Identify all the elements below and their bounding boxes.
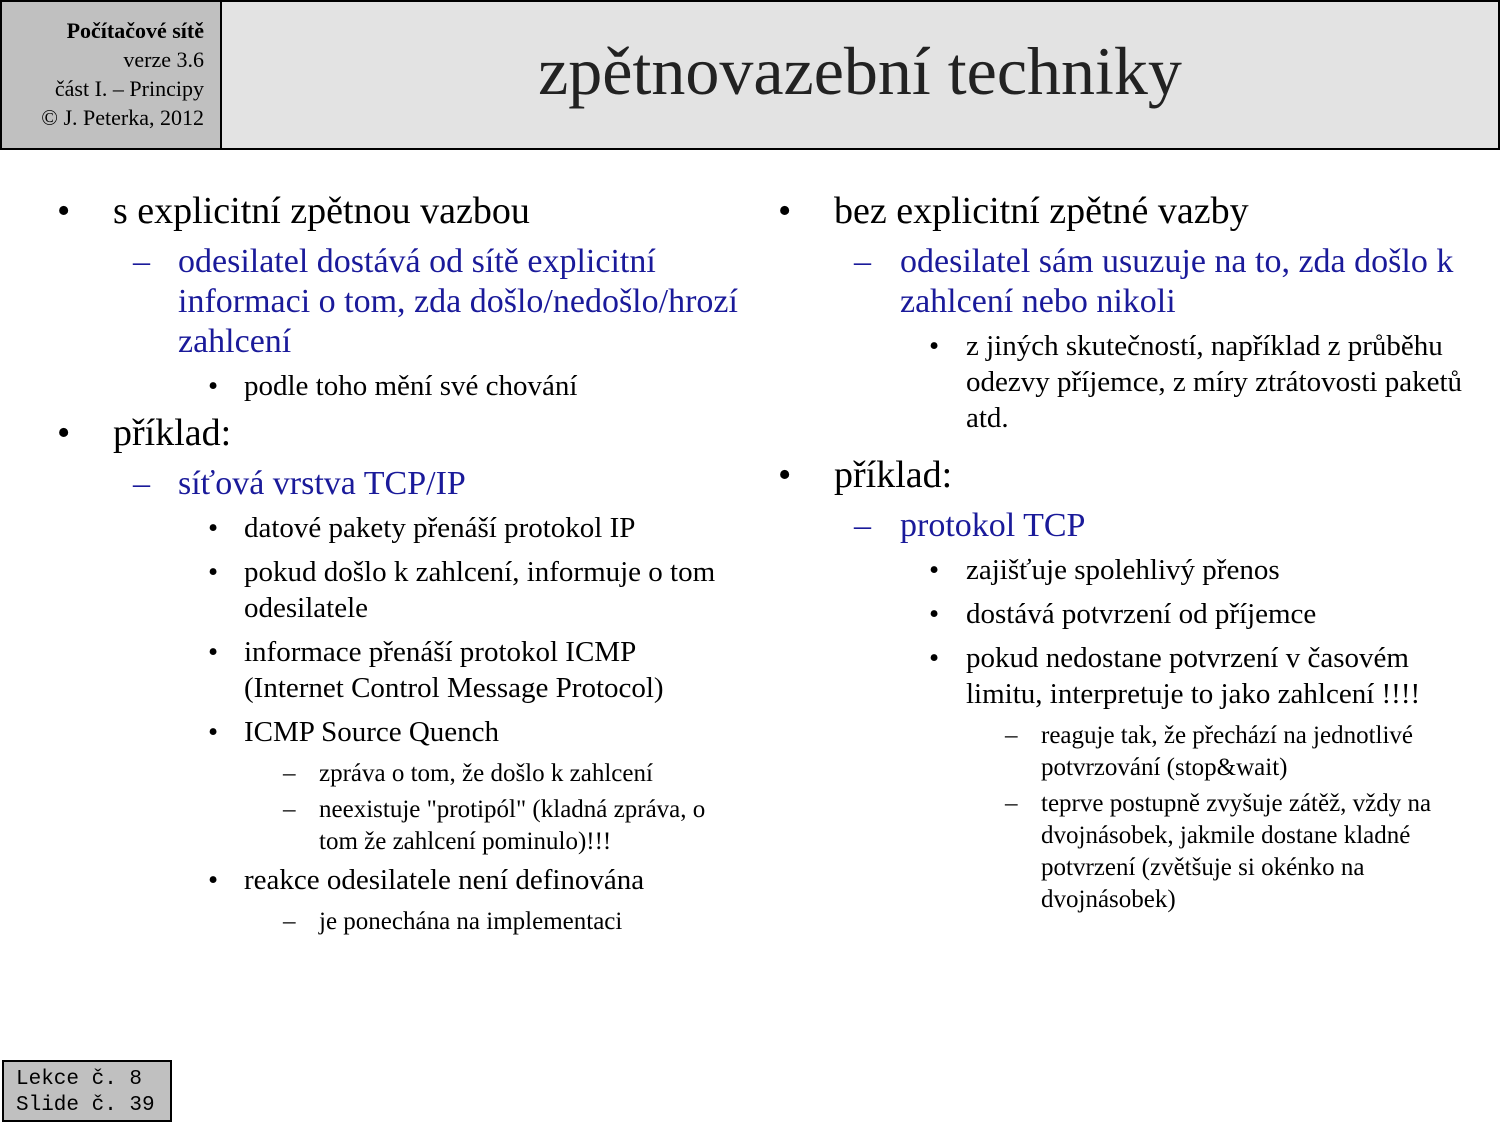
bullet-icon: • xyxy=(208,556,219,588)
lesson-number: Lekce č. 8 xyxy=(16,1068,143,1091)
dash-icon: – xyxy=(854,507,871,544)
item-text: zpráva o tom, že došlo k zahlcení xyxy=(319,760,653,787)
list-item xyxy=(0,862,740,898)
copyright-label: © J. Peterka, 2012 xyxy=(41,105,204,130)
bullet-icon: • xyxy=(57,190,71,232)
list-item xyxy=(722,788,1482,916)
bullet-icon: • xyxy=(778,454,792,496)
list-item xyxy=(0,510,740,546)
dash-icon: – xyxy=(133,465,150,502)
dash-icon: – xyxy=(283,760,296,787)
item-text: z jiných skutečností, například z průběhu odezvy příjemce, z míry ztrátovosti paketů atd. xyxy=(966,330,1463,434)
left-column xyxy=(0,190,740,942)
list-item xyxy=(722,506,1482,546)
slide-footer xyxy=(2,1060,172,1122)
item-text: informace přenáší protokol ICMP (Internet Control Message Protocol) xyxy=(244,636,664,704)
item-text: datové pakety přenáší protokol IP xyxy=(244,512,636,544)
list-item xyxy=(722,596,1482,632)
item-text: reakce odesilatele není definována xyxy=(244,864,645,896)
list-item xyxy=(722,552,1482,588)
list-item xyxy=(722,454,1482,496)
bullet-icon: • xyxy=(778,190,792,232)
list-item xyxy=(0,242,740,362)
list-item xyxy=(0,758,740,790)
list-item xyxy=(722,720,1482,784)
spacer xyxy=(722,444,1482,454)
list-item xyxy=(722,190,1482,232)
item-text: příklad: xyxy=(834,454,953,496)
page-title: zpětnovazební techniky xyxy=(538,32,1182,109)
item-text: reaguje tak, že přechází na jednotlivé potvrzování (stop&wait) xyxy=(1041,722,1414,781)
bullet-icon: • xyxy=(208,636,219,668)
bullet-icon: • xyxy=(57,412,71,454)
list-item xyxy=(722,242,1482,322)
title-bar xyxy=(220,0,1500,150)
item-text: podle toho mění své chování xyxy=(244,370,578,402)
item-text: odesilatel sám usuzuje na to, zda došlo k zahlcení nebo nikoli xyxy=(900,243,1454,320)
item-text: pokud nedostane potvrzení v časovém limitu, interpretuje to jako zahlcení !!!! xyxy=(966,642,1421,710)
dash-icon: – xyxy=(1005,790,1018,817)
list-item xyxy=(0,190,740,232)
course-info-box xyxy=(0,0,222,150)
item-text: síťová vrstva TCP/IP xyxy=(178,465,466,502)
dash-icon: – xyxy=(854,243,871,280)
list-item xyxy=(722,328,1482,436)
item-text: protokol TCP xyxy=(900,507,1086,544)
bullet-icon: • xyxy=(208,512,219,544)
list-item xyxy=(722,640,1482,712)
item-text: neexistuje "protipól" (kladná zpráva, o tom že zahlcení pominulo)!!! xyxy=(319,796,706,855)
right-column xyxy=(722,190,1482,920)
bullet-icon: • xyxy=(208,716,219,748)
version-label: verze 3.6 xyxy=(123,47,204,72)
dash-icon: – xyxy=(283,796,296,823)
item-text: ICMP Source Quench xyxy=(244,716,500,748)
item-text: zajišťuje spolehlivý přenos xyxy=(966,554,1280,586)
part-label: část I. – Principy xyxy=(54,76,204,101)
list-item xyxy=(0,634,740,706)
slide-number: Slide č. 39 xyxy=(16,1094,155,1117)
list-item xyxy=(0,794,740,858)
bullet-icon: • xyxy=(929,642,940,674)
course-name: Počítačové sítě xyxy=(66,18,204,43)
item-text: je ponechána na implementaci xyxy=(319,908,623,935)
item-text: příklad: xyxy=(113,412,232,454)
dash-icon: – xyxy=(133,243,150,280)
list-item xyxy=(0,368,740,404)
item-text: pokud došlo k zahlcení, informuje o tom odesilatele xyxy=(244,556,716,624)
bullet-icon: • xyxy=(929,554,940,586)
bullet-icon: • xyxy=(208,864,219,896)
item-text: dostává potvrzení od příjemce xyxy=(966,598,1317,630)
list-item xyxy=(0,412,740,454)
bullet-icon: • xyxy=(929,598,940,630)
list-item xyxy=(0,554,740,626)
list-item xyxy=(0,714,740,750)
dash-icon: – xyxy=(283,908,296,935)
item-text: odesilatel dostává od sítě explicitní informaci o tom, zda došlo/nedošlo/hrozí zahlcení xyxy=(178,243,738,360)
list-item xyxy=(0,464,740,504)
bullet-icon: • xyxy=(929,330,940,362)
bullet-icon: • xyxy=(208,370,219,402)
item-text: s explicitní zpětnou vazbou xyxy=(113,190,530,232)
item-text: teprve postupně zvyšuje zátěž, vždy na dvojnásobek, jakmile dostane kladné potvrzení (zvětšuje si okénko na dvojnásobek) xyxy=(1041,790,1432,913)
list-item xyxy=(0,906,740,938)
item-text: bez explicitní zpětné vazby xyxy=(834,190,1249,232)
dash-icon: – xyxy=(1005,722,1018,749)
